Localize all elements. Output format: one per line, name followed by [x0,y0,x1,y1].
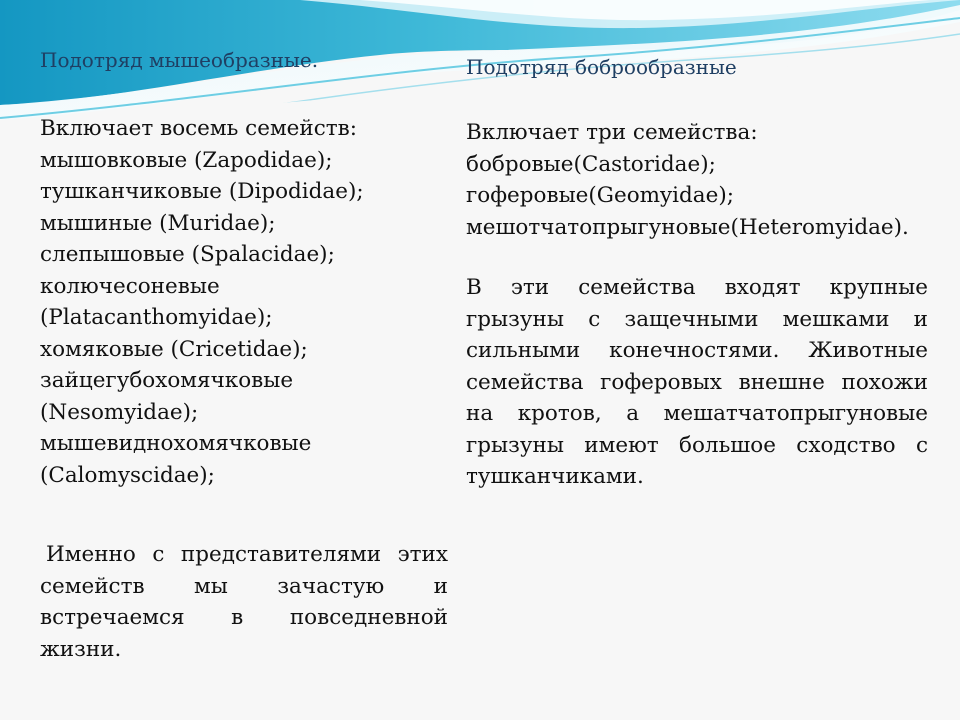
right-family-list: Включает три семейства: бобровые(Castoridae); гоферовые(Geomyidae); мешотчатопрыгуновые(Heteromyidae). [466,120,909,240]
left-family-list: Включает восемь семейств: мышовковые (Zapodidae); тушканчиковые (Dipodidae); мышиные (Muridae); слепышовые (Spalacidae); колючесоневые (Platacanthomyidae); хомяковые (Cricetidae); зайцегубохомячковые (Nesomyidae); мышевиднохомячковые (Calomyscidae); [40,116,364,488]
left-paragraph: Именно с представителями этих семейств мы зачастую и встречаемся в повседневной жизни. [40,542,448,662]
right-paragraph: В эти семейства входят крупные грызуны с защечными мешками и сильными конечностями. Животные семейства гоферовых внешне похожи на кротов, а мешатчатопрыгуновые грызуны имеют большое сходство с тушканчиками. [466,275,928,489]
left-heading: Подотряд мышеобразные. [40,48,319,72]
right-column [466,55,928,493]
left-column [40,48,448,665]
right-heading: Подотряд боброобразные [466,55,737,79]
